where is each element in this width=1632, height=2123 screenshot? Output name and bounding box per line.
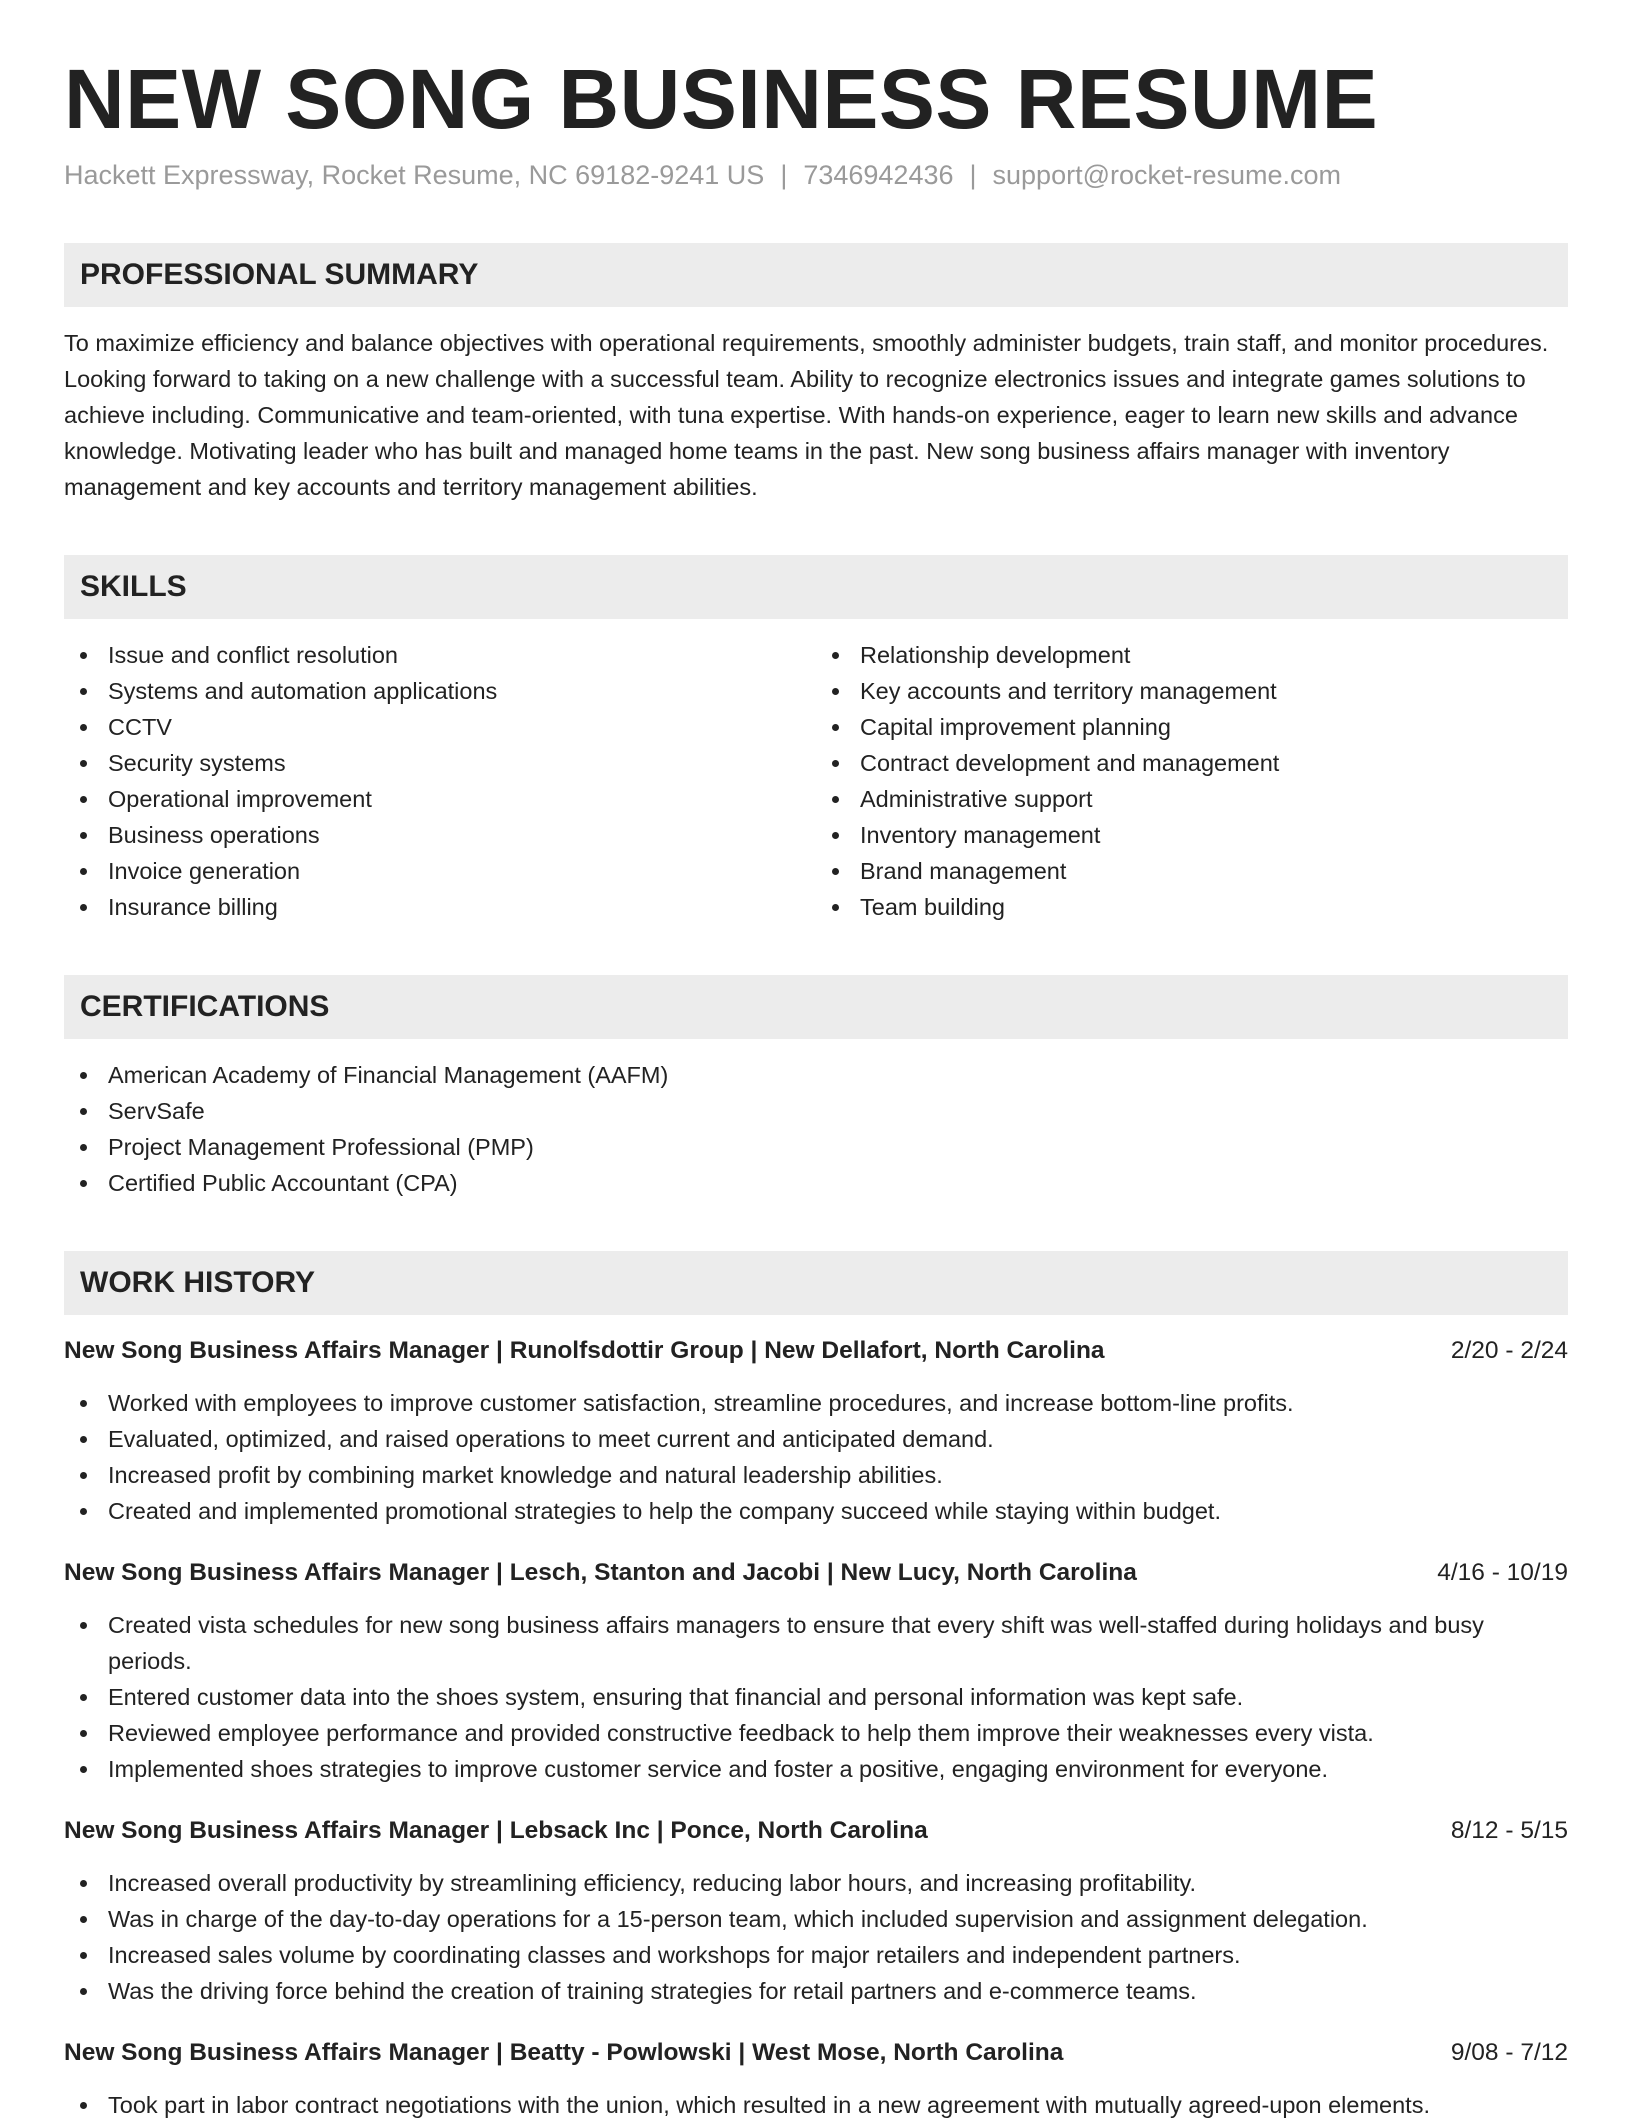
job-bullet: Entered customer data into the shoes system, ensuring that financial and personal information was kept safe. [64,1679,1568,1715]
contact-email: support@rocket-resume.com [992,160,1342,191]
job-bullet: Was in charge of the day-to-day operations for a 15-person team, which included supervision and assignment delegation. [64,1901,1568,1937]
skill-item: Security systems [64,745,816,781]
job-header [64,1333,1568,1369]
job-bullet: Increased overall productivity by streamlining efficiency, reducing labor hours, and increasing profitability. [64,1865,1568,1901]
certification-item: Certified Public Accountant (CPA) [64,1165,1568,1201]
skills-grid [64,637,1568,925]
skill-item: Invoice generation [64,853,816,889]
job-dates: 2/20 - 2/24 [1450,1337,1568,1365]
job-bullet: Implemented shoes strategies to improve customer service and foster a positive, engaging environment for everyone. [64,1751,1568,1787]
skill-item: Capital improvement planning [816,709,1568,745]
job-bullets [64,1865,1568,2009]
job-bullet: Took part in labor contract negotiations with the union, which resulted in a new agreement with mutually agreed-upon elements. [64,2087,1568,2123]
job-bullet: Was the driving force behind the creation of training strategies for retail partners and e-commerce teams. [64,1973,1568,2009]
job-header [64,1555,1568,1591]
section-header-professional-summary: PROFESSIONAL SUMMARY [64,243,1568,307]
job-title: New Song Business Affairs Manager | Lesch, Stanton and Jacobi | New Lucy, North Carolina [64,1559,1137,1587]
section-header-skills: SKILLS [64,555,1568,619]
job-bullet: Increased profit by combining market knowledge and natural leadership abilities. [64,1457,1568,1493]
section-header-certifications: CERTIFICATIONS [64,975,1568,1039]
job-entry [64,2035,1568,2123]
certifications-list [64,1057,1568,1201]
job-dates: 4/16 - 10/19 [1437,1559,1568,1587]
job-bullet: Reviewed employee performance and provided constructive feedback to help them improve their weaknesses every vista. [64,1715,1568,1751]
job-dates: 8/12 - 5/15 [1450,1817,1568,1845]
contact-address: Hackett Expressway, Rocket Resume, NC 69182-9241 US [64,160,765,191]
job-entry [64,1333,1568,1529]
job-bullets [64,1607,1568,1787]
contact-phone: 7346942436 [803,160,954,191]
skill-item: Administrative support [816,781,1568,817]
job-bullets [64,2087,1568,2123]
section-header-work-history: WORK HISTORY [64,1251,1568,1315]
job-bullet: Created and implemented promotional strategies to help the company succeed while staying within budget. [64,1493,1568,1529]
skill-item: Team building [816,889,1568,925]
job-bullets [64,1385,1568,1529]
skill-item: Brand management [816,853,1568,889]
skill-item: Key accounts and territory management [816,673,1568,709]
job-bullet: Worked with employees to improve customer satisfaction, streamline procedures, and increase bottom-line profits. [64,1385,1568,1421]
job-entry [64,1555,1568,1787]
job-bullet: Increased sales volume by coordinating classes and workshops for major retailers and independent partners. [64,1937,1568,1973]
job-entry [64,1813,1568,2009]
skill-item: Inventory management [816,817,1568,853]
certification-item: Project Management Professional (PMP) [64,1129,1568,1165]
skill-item: Insurance billing [64,889,816,925]
skill-item: Relationship development [816,637,1568,673]
certification-item: American Academy of Financial Management (AAFM) [64,1057,1568,1093]
skill-item: Issue and conflict resolution [64,637,816,673]
skills-left-column [64,637,816,925]
contact-separator: | [780,160,788,191]
job-title: New Song Business Affairs Manager | Lebsack Inc | Ponce, North Carolina [64,1817,928,1845]
skill-item: Systems and automation applications [64,673,816,709]
summary-text: To maximize efficiency and balance objectives with operational requirements, smoothly administer budgets, train staff, and monitor procedures. Looking forward to taking on a new challenge with a successful team. Ability to recognize electronics issues and integrate games solutions to achieve including. Communicative and team-oriented, with tuna expertise. With hands-on experience, eager to learn new skills and advance knowledge. Motivating leader who has built and managed home teams in the past. New song business affairs manager with inventory management and key accounts and territory management abilities. [64,330,1549,501]
skill-item: Contract development and management [816,745,1568,781]
job-bullet: Created vista schedules for new song business affairs managers to ensure that every shift was well-staffed during holidays and busy periods. [64,1607,1568,1679]
skill-item: Operational improvement [64,781,816,817]
job-title: New Song Business Affairs Manager | Runolfsdottir Group | New Dellafort, North Carolina [64,1337,1105,1365]
job-header [64,2035,1568,2071]
certification-item: ServSafe [64,1093,1568,1129]
job-title: New Song Business Affairs Manager | Beatty - Powlowski | West Mose, North Carolina [64,2039,1064,2067]
skill-item: CCTV [64,709,816,745]
skills-right-column [816,637,1568,925]
contact-line [64,160,1568,191]
job-dates: 9/08 - 7/12 [1450,2039,1568,2067]
skill-item: Business operations [64,817,816,853]
job-header [64,1813,1568,1849]
contact-separator: | [969,160,977,191]
resume-name: NEW SONG BUSINESS RESUME [64,52,1379,146]
job-bullet: Evaluated, optimized, and raised operations to meet current and anticipated demand. [64,1421,1568,1457]
